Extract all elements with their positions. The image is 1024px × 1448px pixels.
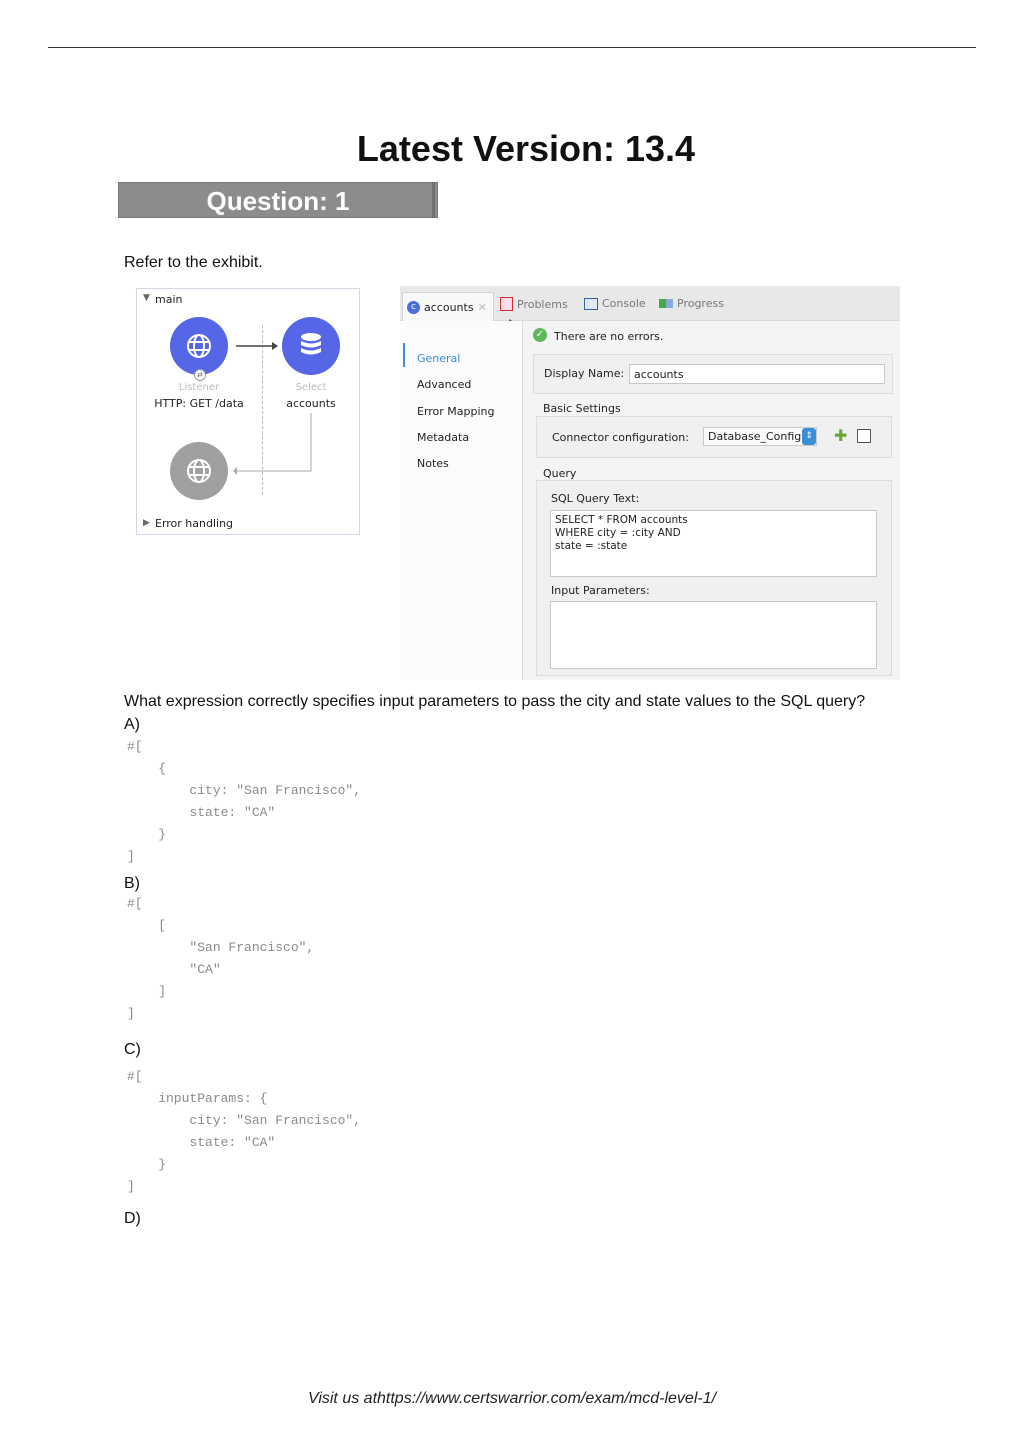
- side-nav: [400, 321, 523, 680]
- option-c-code: #[ inputParams: { city: "San Francisco", state: "CA" } ]: [127, 1069, 362, 1194]
- listener-globe-icon[interactable]: [170, 317, 228, 375]
- option-a-code: #[ { city: "San Francisco", state: "CA" } ]: [127, 739, 362, 864]
- input-params-label: Input Parameters:: [551, 584, 650, 597]
- nav-notes[interactable]: Notes: [417, 457, 449, 470]
- flow-panel: [136, 288, 360, 535]
- collapse-triangle-icon: ▼: [143, 293, 150, 303]
- tab-bar: [400, 286, 900, 321]
- tab-accounts-label: accounts: [424, 300, 474, 314]
- close-icon[interactable]: ✕: [477, 300, 487, 314]
- sql-line: WHERE city = :city AND: [555, 527, 681, 539]
- add-icon[interactable]: ✚: [834, 426, 848, 445]
- connector-value: Database_Config: [708, 430, 802, 443]
- connector-label: Connector configuration:: [552, 431, 689, 444]
- nav-metadata[interactable]: Metadata: [417, 431, 470, 444]
- option-c-label: C): [124, 1041, 141, 1058]
- edit-icon[interactable]: [857, 429, 871, 443]
- error-globe-icon[interactable]: [170, 442, 228, 500]
- sql-line: state = :state: [555, 540, 628, 552]
- connector-icon: c: [407, 301, 420, 314]
- connector-select[interactable]: [703, 427, 817, 446]
- select-label: accounts: [286, 397, 336, 410]
- expand-triangle-icon: ▶: [143, 518, 150, 528]
- top-rule: [48, 47, 976, 48]
- console-icon: [584, 298, 598, 310]
- sql-query-textarea[interactable]: [550, 510, 877, 577]
- listener-type: Listener: [178, 382, 220, 393]
- tab-problems-label: Problems: [517, 297, 568, 311]
- option-b-code: #[ [ "San Francisco", "CA" ] ]: [127, 896, 315, 1021]
- sql-label: SQL Query Text:: [551, 492, 640, 505]
- problems-icon: [500, 297, 513, 311]
- error-handling-label[interactable]: Error handling: [155, 517, 234, 530]
- question-label: Question: 1: [206, 186, 350, 216]
- basic-settings-heading: Basic Settings: [543, 402, 621, 415]
- error-route-connector: [233, 411, 315, 477]
- display-name-label: Display Name:: [544, 367, 625, 380]
- question-banner: [118, 182, 438, 218]
- query-heading: Query: [543, 467, 577, 480]
- flow-arrow-icon: [234, 339, 278, 353]
- page-title: Latest Version: 13.4: [356, 128, 696, 169]
- nav-error-mapping[interactable]: Error Mapping: [417, 405, 495, 418]
- listener-label: HTTP: GET /data: [154, 397, 244, 410]
- option-d-label: D): [124, 1210, 141, 1227]
- sql-line: SELECT * FROM accounts: [555, 514, 688, 526]
- nav-general[interactable]: General: [417, 352, 461, 365]
- tab-console[interactable]: [584, 297, 646, 310]
- properties-editor: [400, 286, 900, 680]
- select-type: Select: [295, 382, 327, 393]
- tab-accounts[interactable]: [402, 292, 494, 321]
- tab-console-label: Console: [602, 297, 646, 310]
- flow-name[interactable]: main: [155, 293, 183, 306]
- display-name-field[interactable]: accounts: [629, 364, 885, 384]
- input-params-textarea[interactable]: [550, 601, 877, 669]
- option-b-label: B): [124, 875, 140, 892]
- footer-link[interactable]: Visit us athttps://www.certswarrior.com/exam/mcd-level-1/: [307, 1390, 717, 1407]
- sync-icon: ⇄: [194, 369, 206, 381]
- exhibit-prompt: Refer to the exhibit.: [124, 254, 263, 271]
- database-icon[interactable]: [282, 317, 340, 375]
- check-icon: ✓: [533, 328, 547, 342]
- tab-progress-label: Progress: [677, 297, 724, 310]
- question-text: What expression correctly specifies input parameters to pass the city and state values to the SQL query?: [124, 693, 866, 710]
- option-a-label: A): [124, 716, 140, 733]
- chevron-updown-icon[interactable]: ⇕: [802, 428, 816, 445]
- tab-progress[interactable]: [659, 297, 724, 310]
- status-message: There are no errors.: [554, 330, 664, 343]
- nav-advanced[interactable]: Advanced: [417, 378, 472, 391]
- progress-icon: [659, 299, 673, 308]
- tab-problems[interactable]: [500, 297, 568, 311]
